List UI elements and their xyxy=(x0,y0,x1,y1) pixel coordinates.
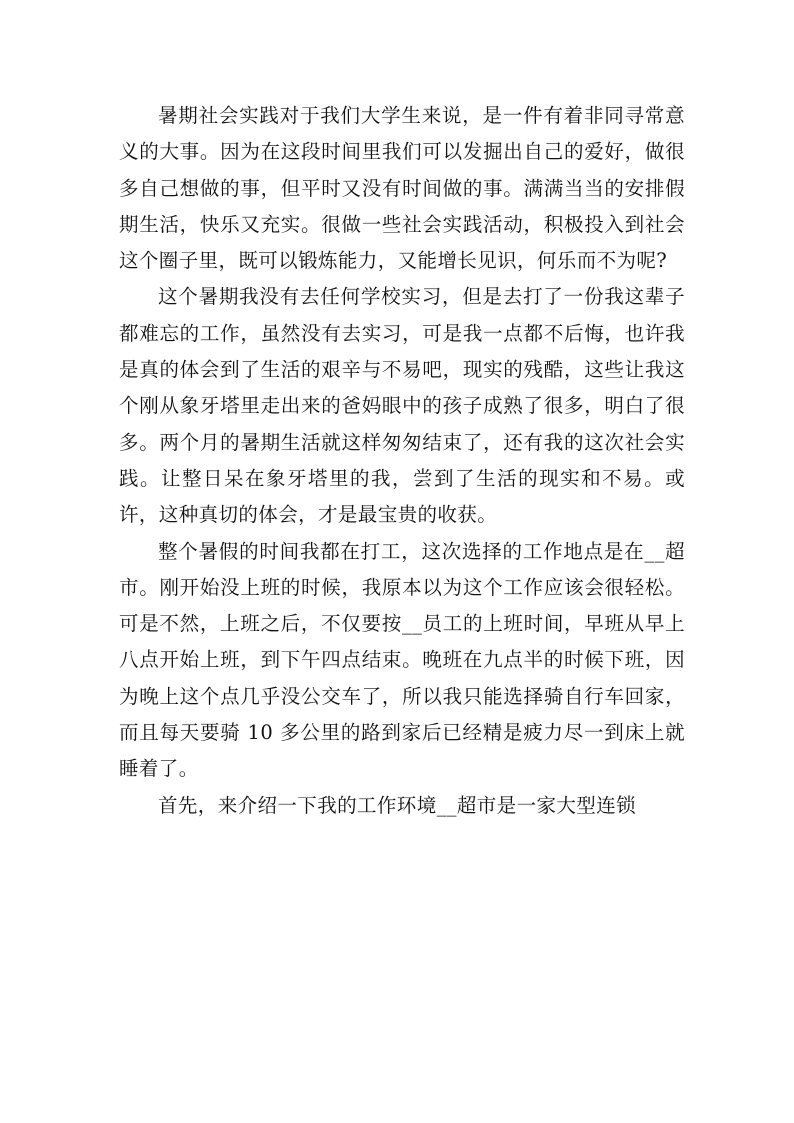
paragraph-2: 这个暑期我没有去任何学校实习，但是去打了一份我这辈子都难忘的工作，虽然没有去实习，可是我一点都不后悔，也许我是真的体会到了生活的艰辛与不易吧，现实的残酷，这些让我这个刚从象牙塔里走出来的爸妈眼中的孩子成熟了很多，明白了很多。两个月的暑期生活就这样匆匆结束了，还有我的这次社会实践。让整日呆在象牙塔里的我，尝到了生活的现实和不易。或许，这种真切的体会，才是最宝贵的收获。 xyxy=(119,285,685,527)
document-body xyxy=(119,98,685,824)
paragraph-4: 首先，来介绍一下我的工作环境__超市是一家大型连锁 xyxy=(158,793,637,817)
paragraph-1: 暑期社会实践对于我们大学生来说，是一件有着非同寻常意义的大事。因为在这段时间里我们可以发掘出自己的爱好，做很多自己想做的事，但平时又没有时间做的事。满满当当的安排假期生活，快乐又充实。很做一些社会实践活动，积极投入到社会这个圈子里，既可以锻炼能力，又能增长见识，何乐而不为呢? xyxy=(119,104,685,273)
paragraph-3: 整个暑假的时间我都在打工，这次选择的工作地点是在__超市。刚开始没上班的时候，我原本以为这个工作应该会很轻松。可是不然，上班之后，不仅要按__员工的上班时间，早班从早上八点开始上班，到下午四点结束。晚班在九点半的时候下班，因为晚上这个点几乎没公交车了，所以我只能选择骑自行车回家，而且每天要骑 10 多公里的路到家后已经精是疲力尽一到床上就睡着了。 xyxy=(119,539,685,781)
